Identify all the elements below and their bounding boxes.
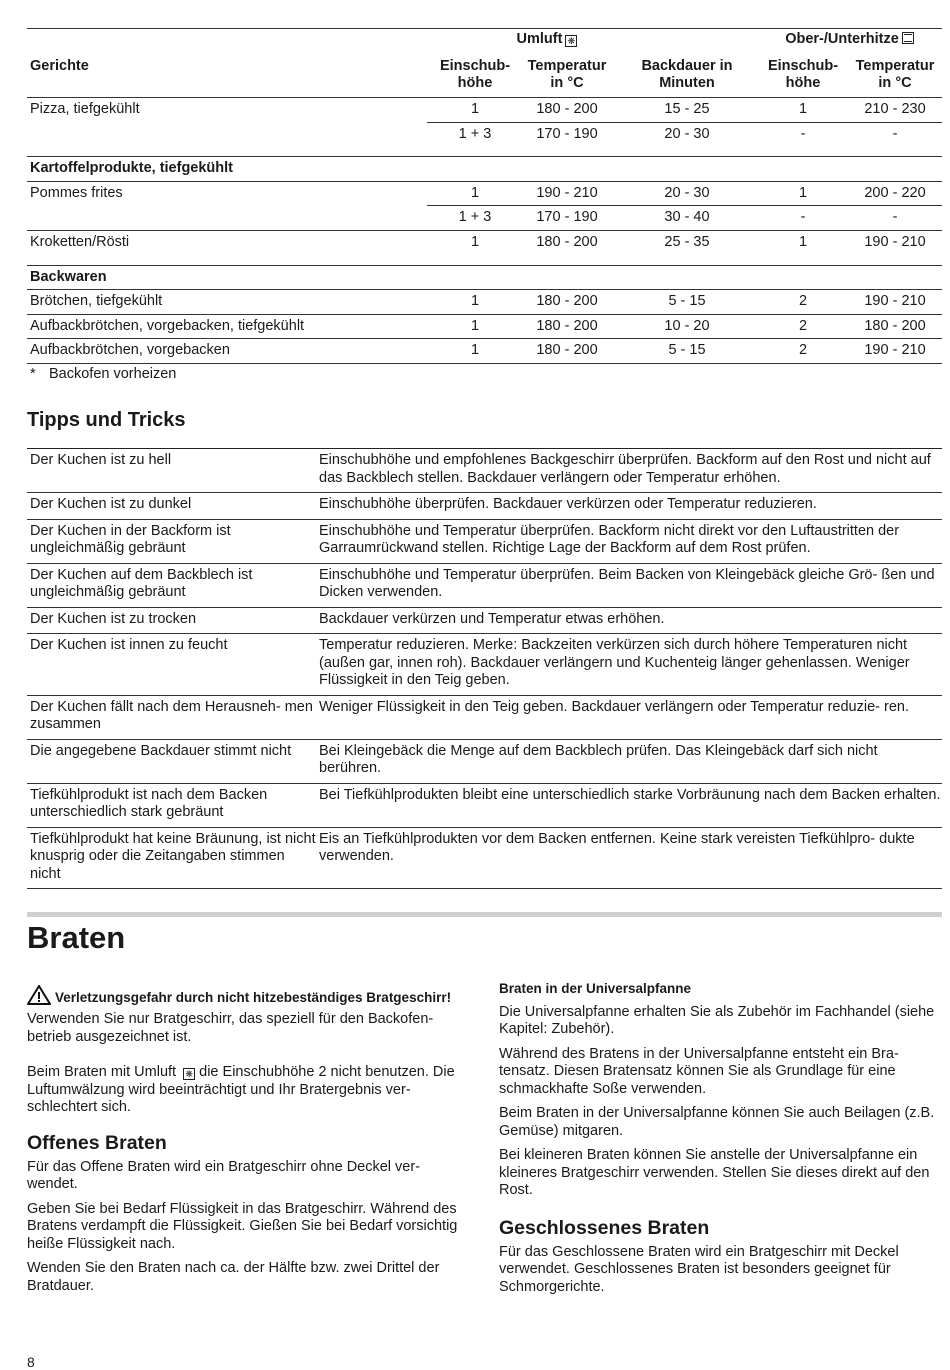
tips-problem: Der Kuchen fällt nach dem Herausneh- men zusammen [30, 698, 313, 732]
col-header-gerichte: Gerichte [30, 58, 89, 74]
table-cell-temperatur-2: 190 - 210 [864, 293, 926, 309]
umluft-note: Beim Braten mit Umluft ❋ die Einschubhöhe 2 nicht benutzen. Die Luftumwälzung wird beeinträchtigt und Ihr Bratergebnis ver- schlechtert sich. [27, 1064, 455, 1115]
universal-p1: Die Universalpfanne erhalten Sie als Zubehör im Fachhandel (siehe Kapitel: Zubehör). [499, 1003, 935, 1037]
table-top-rule [27, 28, 942, 29]
header-rule [27, 97, 942, 98]
row-rule [27, 338, 942, 339]
table-cell-dish: Kroketten/Rösti [30, 233, 130, 250]
tips-problem: Der Kuchen ist zu dunkel [30, 496, 192, 512]
table-cell-temperatur: 170 - 190 [536, 209, 598, 226]
tips-table [27, 448, 942, 889]
table-cell-backdauer: 5 - 15 [668, 342, 706, 359]
table-cell-einschub-2: 2 [798, 293, 808, 309]
table-cell-einschub-2: - [800, 209, 806, 226]
table-cell-dish: Aufbackbrötchen, vorgebacken [30, 342, 230, 359]
right-column [499, 980, 944, 1303]
table-cell-einschub: 1 + 3 [458, 125, 492, 142]
table-cell-temperatur-2: - [892, 125, 898, 142]
table-cell-temperatur: 180 - 200 [536, 293, 598, 309]
row-rule [27, 230, 942, 231]
table-cell-temperatur-2: 190 - 210 [864, 342, 926, 359]
table-cell-temperatur: 180 - 200 [536, 233, 598, 250]
tips-solution: Temperatur reduzieren. Merke: Backzeiten verkürzen sich durch höhere Temperaturen nicht (außen gar, innen roh). Backdauer verlängern und Kuchenteig länger gehenlassen. Weniger Flüssigkeit in den Teig geben. [319, 637, 910, 688]
universal-p4: Bei kleineren Braten können Sie anstelle der Universalpfanne ein kleineres Bratgeschirr verwenden. Stellen Sie dieses direkt auf den Rost. [499, 1147, 930, 1198]
table-cell-temperatur-2: 190 - 210 [864, 233, 926, 250]
tips-problem: Tiefkühlprodukt hat keine Bräunung, ist nicht knusprig oder die Zeitangaben stimmen nicht [30, 830, 316, 882]
col-header-einschub: Einschub- höhe [439, 58, 511, 91]
section-rule [27, 156, 942, 157]
warning-text: Verwenden Sie nur Bratgeschirr, das speziell für den Backofen- betrieb ausgezeichnet ist. [27, 1011, 434, 1045]
table-cell-einschub-2: 2 [798, 342, 808, 359]
table-cell-dish: Aufbackbrötchen, vorgebacken, tiefgekühlt [30, 317, 305, 334]
tips-problem: Der Kuchen auf dem Backblech ist ungleichmäßig gebräunt [30, 566, 253, 600]
table-cell-backdauer: 30 - 40 [664, 209, 710, 226]
table-cell-einschub-2: 1 [798, 101, 808, 117]
table-cell-einschub-2: 1 [798, 184, 808, 201]
tips-row [27, 633, 942, 695]
table-section-heading: Backwaren [30, 268, 107, 285]
footnote: Backofen vorheizen [49, 365, 177, 382]
table-cell-einschub: 1 [470, 184, 480, 201]
tips-title: Tipps und Tricks [27, 409, 186, 431]
oberunter-group-header: Ober-/Unterhitze [757, 31, 942, 48]
umluft-group-header: Umluft ❋ [457, 31, 637, 48]
row-rule [27, 181, 942, 182]
table-cell-temperatur: 180 - 200 [536, 317, 598, 334]
table-cell-backdauer: 20 - 30 [664, 125, 710, 142]
table-cell-temperatur: 170 - 190 [536, 125, 598, 142]
tips-solution: Einschubhöhe überprüfen. Backdauer verkürzen oder Temperatur reduzieren. [319, 496, 817, 512]
umluft-symbol-icon: ❋ [565, 35, 577, 47]
tips-row [27, 607, 942, 634]
table-cell-einschub-2: 1 [798, 233, 808, 250]
table-cell-temperatur-2: - [892, 209, 898, 226]
universal-p3: Beim Braten in der Universalpfanne können Sie auch Beilagen (z.B. Gemüse) mitgaren. [499, 1105, 935, 1139]
table-cell-einschub: 1 + 3 [458, 209, 492, 226]
tips-problem: Der Kuchen ist zu trocken [30, 610, 197, 627]
tips-problem: Der Kuchen ist zu hell [30, 452, 172, 468]
row-rule-partial [427, 122, 942, 123]
table-cell-dish: Pizza, tiefgekühlt [30, 101, 140, 117]
table-cell-einschub: 1 [470, 233, 480, 250]
table-cell-backdauer: 10 - 20 [664, 317, 710, 334]
section-divider [27, 912, 942, 917]
tips-problem: Der Kuchen in der Backform ist ungleichmäßig gebräunt [30, 522, 231, 556]
left-column [27, 985, 472, 1302]
umluft-symbol-icon: ❋ [183, 1068, 195, 1080]
tips-row [27, 783, 942, 827]
tips-row [27, 695, 942, 739]
tips-solution: Einschubhöhe und Temperatur überprüfen. Backform nicht direkt vor den Luftaustritten der Garraumrückwand stellen. Richtige Lage der Backform auf dem Rost prüfen. [319, 522, 900, 556]
tips-solution: Weniger Flüssigkeit in den Teig geben. Backdauer verlängern oder Temperatur reduzie- ren. [319, 698, 910, 715]
offenes-p3: Wenden Sie den Braten nach ca. der Hälfte bzw. zwei Drittel der Bratdauer. [27, 1260, 440, 1294]
col-header-backdauer: Backdauer in Minuten [641, 58, 733, 91]
col-header-temperatur-2: Temperatur in °C [855, 58, 935, 91]
table-cell-temperatur-2: 180 - 200 [864, 317, 926, 334]
tips-row [27, 827, 942, 890]
tips-solution: Einschubhöhe und empfohlenes Backgeschirr überprüfen. Backform auf den Rost und nicht auf das Backblech stellen. Backdauer verlängern oder Temperatur erhöhen. [319, 452, 931, 486]
table-cell-einschub-2: - [800, 125, 806, 142]
geschlossen-p1: Für das Geschlossene Braten wird ein Bratgeschirr mit Deckel verwendet. Geschlossenes Braten ist besonders geeignet für Schmorgerichte. [499, 1243, 899, 1295]
universal-p2: Während des Bratens in der Universalpfanne entsteht ein Bra- tensatz. Diesen Bratensatz können Sie als Grundlage für eine schmackhafte Soße verwenden. [499, 1045, 899, 1097]
tips-row [27, 448, 942, 492]
table-cell-backdauer: 25 - 35 [664, 233, 710, 250]
table-cell-backdauer: 20 - 30 [664, 184, 710, 201]
table-cell-einschub: 1 [470, 342, 480, 359]
tips-problem: Tiefkühlprodukt ist nach dem Backen unterschiedlich stark gebräunt [30, 786, 268, 820]
tips-row [27, 739, 942, 783]
tips-problem: Der Kuchen ist innen zu feucht [30, 637, 228, 653]
table-cell-temperatur: 180 - 200 [536, 342, 598, 359]
warning-heading: Verletzungsgefahr durch nicht hitzebeständiges Bratgeschirr! [27, 985, 472, 1006]
table-cell-temperatur-2: 210 - 230 [864, 101, 926, 117]
col-header-temperatur: Temperatur in °C [527, 58, 607, 91]
universalpfanne-heading: Braten in der Universalpfanne [499, 981, 692, 996]
page-number: 8 [27, 1354, 35, 1370]
footnote-mark: * [30, 365, 36, 382]
oberunterhitze-symbol-icon [902, 32, 914, 44]
table-cell-dish: Brötchen, tiefgekühlt [30, 293, 163, 309]
table-cell-temperatur: 190 - 210 [536, 184, 598, 201]
table-cell-backdauer: 5 - 15 [668, 293, 706, 309]
offenes-p1: Für das Offene Braten wird ein Bratgeschirr ohne Deckel ver- wendet. [27, 1158, 421, 1192]
table-cell-backdauer: 15 - 25 [664, 101, 710, 117]
tips-solution: Bei Kleingebäck die Menge auf dem Backblech prüfen. Das Kleingebäck darf sich nicht berühren. [319, 742, 878, 776]
table-cell-einschub: 1 [470, 317, 480, 334]
table-cell-dish: Pommes frites [30, 184, 123, 201]
offenes-p2: Geben Sie bei Bedarf Flüssigkeit in das Bratgeschirr. Während des Bratens verdampft die Flüssigkeit. Gießen Sie bei Bedarf vorsichtig heiße Flüssigkeit nach. [27, 1200, 458, 1252]
table-cell-temperatur-2: 200 - 220 [864, 184, 926, 201]
table-cell-einschub: 1 [470, 293, 480, 309]
table-cell-einschub: 1 [470, 101, 480, 117]
tips-row [27, 519, 942, 563]
table-cell-temperatur: 180 - 200 [536, 101, 598, 117]
tips-row [27, 492, 942, 519]
offenes-braten-heading: Offenes Braten [27, 1131, 167, 1154]
section-rule [27, 265, 942, 266]
row-rule-partial [427, 205, 942, 206]
table-cell-einschub-2: 2 [798, 317, 808, 334]
tips-solution: Bei Tiefkühlprodukten bleibt eine unterschiedlich starke Vorbräunung nach dem Backen erhalten. [319, 786, 941, 803]
row-rule [27, 289, 942, 290]
geschlossenes-braten-heading: Geschlossenes Braten [499, 1216, 710, 1239]
warning-triangle-icon [27, 985, 51, 1005]
table-bottom-rule [27, 363, 942, 364]
tips-solution: Backdauer verkürzen und Temperatur etwas erhöhen. [319, 610, 665, 627]
table-section-heading: Kartoffelprodukte, tiefgekühlt [30, 160, 234, 177]
tips-row [27, 563, 942, 607]
tips-solution: Eis an Tiefkühlprodukten vor dem Backen entfernen. Keine stark vereisten Tiefkühlpro- dukte verwenden. [319, 830, 915, 864]
braten-title: Braten [27, 920, 126, 955]
row-rule [27, 314, 942, 315]
col-header-einschub-2: Einschub- höhe [767, 58, 839, 91]
tips-problem: Die angegebene Backdauer stimmt nicht [30, 742, 292, 759]
tips-solution: Einschubhöhe und Temperatur überprüfen. Beim Backen von Kleingebäck gleiche Grö- ßen und Dicken verwenden. [319, 566, 935, 600]
